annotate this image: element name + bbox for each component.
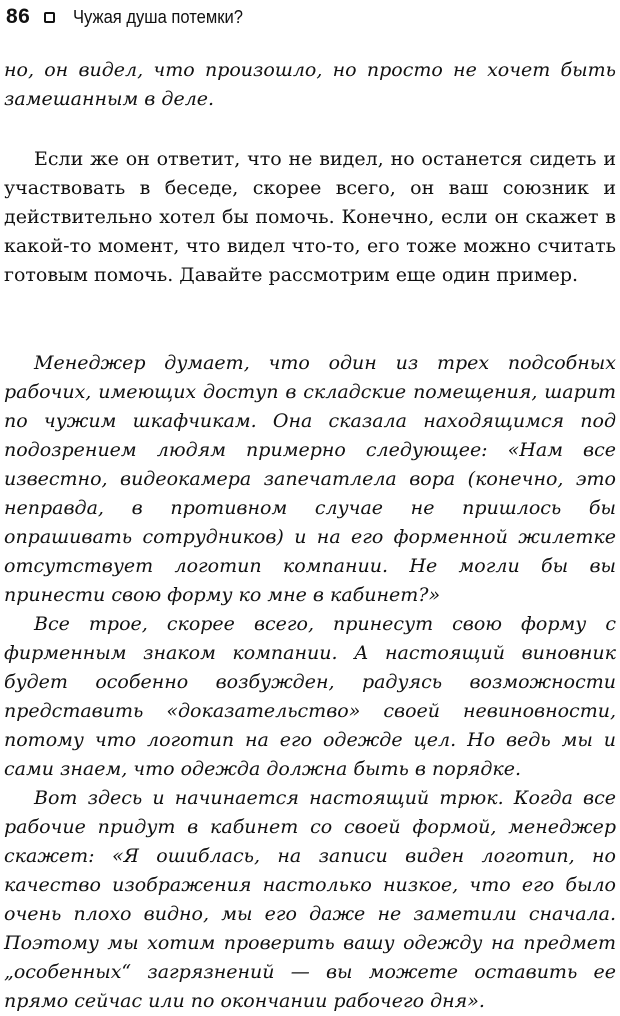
- text-block-example: [4, 349, 616, 1016]
- paragraph-example-trick: Вот здесь и начинается настоящий трюк. Когда все рабочие придут в кабинет со своей формой, менеджер скажет: «Я ошиблась, на записи виден логотип, но качество изображения настолько низкое, что его было очень плохо видно, мы его даже не заметили сначала. Поэтому мы хотим проверить вашу одежду на предмет „особенных“ загрязнений — вы можете оставить ее прямо сейчас или по окончании рабочего дня».: [4, 787, 616, 1012]
- paragraph-example-logo: Все трое, скорее всего, принесут свою форму с фирменным знаком компании. А настоящий виновник будет особенно возбужден, радуясь возможности представить «доказательство» своей невиновности, потому что логотип на его одежде цел. Но ведь мы и сами знаем, что одежда должна быть в порядке.: [4, 613, 616, 780]
- book-title: Чужая душа потемки?: [73, 6, 244, 27]
- page-number: 86: [6, 5, 31, 28]
- paragraph-ally: Если же он ответит, что не видел, но останется сидеть и участвовать в беседе, скорее всего, он ваш союзник и действительно хотел бы помочь. Конечно, если он скажет в какой-то момент, что видел что-то, его тоже можно считать готовым помочь. Давайте рассмотрим еще один пример.: [4, 148, 616, 286]
- paragraph-example-manager: Менеджер думает, что один из трех подсобных рабочих, имеющих доступ в складские помещения, шарит по чужим шкафчикам. Она сказала находящимся под подозрением людям примерно следующее: «Нам все известно, видеокамера запечатлела вора (конечно, это неправда, в противном случае не пришлось бы опрашивать сотрудников) и на его форменной жилетке отсутствует логотип компании. Не могли бы вы принести свою форму ко мне в кабинет?»: [4, 352, 616, 606]
- text-block-continuation: [4, 56, 616, 114]
- paragraph-continuation: но, он видел, что произошло, но просто не хочет быть замешанным в деле.: [4, 59, 616, 110]
- text-block-main: [4, 145, 616, 290]
- running-header: [6, 2, 258, 32]
- square-bullet-icon: [44, 12, 55, 23]
